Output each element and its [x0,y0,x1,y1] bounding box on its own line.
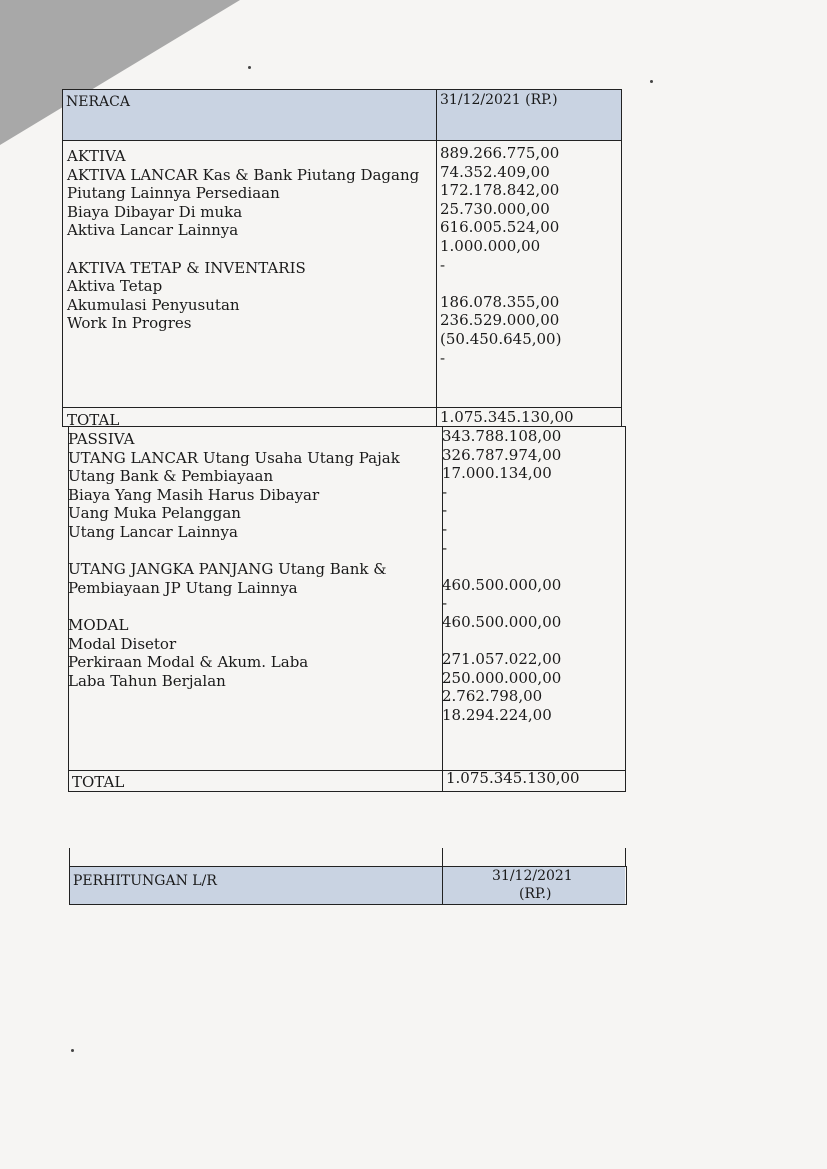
passiva-label: Laba Tahun Berjalan [68,671,226,690]
aktiva-label: AKTIVA LANCAR Kas & Bank Piutang Dagang [67,165,420,184]
aktiva-value: 1.000.000,00 [440,236,541,255]
lr-title: PERHITUNGAN L/R [73,873,217,889]
passiva-value: 250.000.000,00 [442,668,562,687]
passiva-label: Biaya Yang Masih Harus Dibayar [68,485,320,504]
passiva-label [68,542,400,561]
passiva-value: - [442,482,448,501]
aktiva-value: 616.005.524,00 [440,218,560,237]
passiva-value [442,557,561,576]
aktiva-label [67,240,419,259]
aktiva-label: Akumulasi Penyusutan [67,295,240,314]
passiva-value [442,632,561,651]
passiva-value: 2.762.798,00 [442,687,543,706]
aktiva-value: 25.730.000,00 [440,199,550,218]
passiva-label: MODAL [68,615,129,634]
passiva-value: 18.294.224,00 [442,705,552,724]
passiva-label: UTANG JANGKA PANJANG Utang Bank & [68,560,387,579]
aktiva-label: Biaya Dibayar Di muka [67,202,243,221]
aktiva-value: 172.178.842,00 [440,181,560,200]
aktiva-labels [67,147,419,333]
aktiva-label: Aktiva Lancar Lainnya [67,221,239,240]
passiva-value: - [442,519,448,538]
passiva-label: Utang Bank & Pembiayaan [68,467,274,486]
passiva-value: - [442,538,448,557]
aktiva-value: - [440,255,446,274]
aktiva-value: 889.266.775,00 [440,144,560,162]
passiva-label: Pembiayaan JP Utang Lainnya [68,578,298,597]
passiva-label: PASSIVA [68,430,135,448]
scan-speck [71,1049,74,1052]
scan-speck [248,66,251,69]
aktiva-label: AKTIVA TETAP & INVENTARIS [67,258,306,277]
total-value-aktiva: 1.075.345.130,00 [440,408,574,426]
lr-date-line1: 31/12/2021 [492,868,573,884]
passiva-value: - [442,594,448,613]
aktiva-label: AKTIVA [67,147,126,165]
passiva-label: Modal Disetor [68,634,177,653]
aktiva-label: Piutang Lainnya Persediaan [67,184,280,203]
passiva-value: - [442,501,448,520]
passiva-value: 17.000.134,00 [442,464,552,483]
passiva-labels [68,430,400,690]
aktiva-value: (50.450.645,00) [440,329,562,348]
passiva-label: UTANG LANCAR Utang Usaha Utang Pajak [68,448,400,467]
total-label-passiva: TOTAL [72,773,125,791]
total-label-aktiva: TOTAL [67,411,120,429]
aktiva-value: 74.352.409,00 [440,162,550,181]
passiva-value: 343.788.108,00 [442,427,562,445]
passiva-label: Utang Lancar Lainnya [68,522,238,541]
lr-date-line2: (RP.) [519,886,552,902]
aktiva-value: - [440,348,446,367]
aktiva-label: Work In Progres [67,314,192,333]
passiva-label [68,597,400,616]
scan-speck [650,80,653,83]
neraca-date-header: 31/12/2021 (RP.) [440,92,558,108]
aktiva-value [440,274,561,293]
passiva-label: Uang Muka Pelanggan [68,504,241,523]
passiva-value: 271.057.022,00 [442,650,562,669]
aktiva-value: 186.078.355,00 [440,292,560,311]
neraca-title: NERACA [66,94,130,110]
aktiva-values [440,144,561,367]
passiva-value: 326.787.974,00 [442,445,562,464]
aktiva-value: 236.529.000,00 [440,311,560,330]
passiva-values [442,427,561,725]
passiva-value: 460.500.000,00 [442,612,562,631]
passiva-value: 460.500.000,00 [442,575,562,594]
aktiva-label: Aktiva Tetap [67,277,163,296]
total-value-passiva: 1.075.345.130,00 [446,769,580,787]
passiva-label: Perkiraan Modal & Akum. Laba [68,653,309,672]
